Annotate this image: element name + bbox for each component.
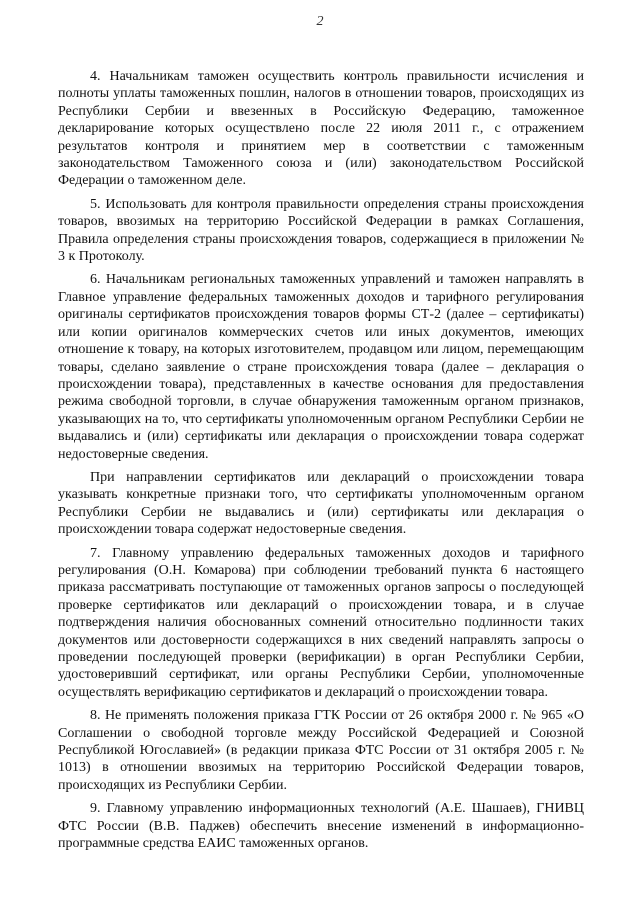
paragraph-item-4: 4. Начальникам таможен осуществить контроль правильности исчисления и полноты уплаты таможенных пошлин, налогов в отношении товаров, происходящих из Республики Сербии и ввезенных в Российскую Федерацию, таможенное декларирование которых осуществлено после 22 июля 2011 г., с отражением результатов контроля и принятием мер в соответствии с таможенным законодательством Таможенного союза и (или) законодательством Российской Федерации о таможенном деле. bbox=[58, 69, 584, 189]
paragraph-item-9: 9. Главному управлению информационных технологий (А.Е. Шашаев), ГНИВЦ ФТС России (В.В. Паджев) обеспечить внесение изменений в информационно-программные средства ЕАИС таможенных органов. bbox=[58, 801, 584, 852]
paragraph-item-8: 8. Не применять положения приказа ГТК России от 26 октября 2000 г. № 965 «О Соглашении о свободной торговле между Российской Федерацией и Союзной Республикой Югославией» (в редакции приказа ФТС России от 31 октября 2005 г. № 1013) в отношении ввозимых на территорию Российской Федерации товаров, происходящих из Республики Сербии. bbox=[58, 708, 584, 793]
paragraph-item-6-continued: При направлении сертификатов или деклараций о происхождении товара указывать конкретные признаки того, что сертификаты уполномоченным органом Республики Сербии не выдавались и (или) сертификаты или декларация о происхождении товара содержат недостоверные сведения. bbox=[58, 469, 584, 538]
paragraph-item-7: 7. Главному управлению федеральных таможенных доходов и тарифного регулирования (О.Н. Комарова) при соблюдении требований пункта 6 настоящего приказа рассматривать поступающие от таможенных органов запросы о последующей проверке сертификатов или деклараций о происхождении товара, и в случае подтверждения наличия обоснованных сомнений относительно подлинности таких документов или достоверности содержащихся в них сведений направлять запросы о проведении последующей проверки (верификации) в орган Республики Сербии, удостоверивший сертификат, или органы Республики Сербии, уполномоченные осуществлять верификацию сертификатов и деклараций о происхождении товара. bbox=[58, 545, 584, 700]
paragraph-item-6: 6. Начальникам региональных таможенных управлений и таможен направлять в Главное управление федеральных таможенных доходов и тарифного регулирования оригиналы сертификатов происхождения товаров формы СТ-2 (далее – сертификаты) или копии оригиналов коммерческих счетов или иных документов, имеющих отношение к товару, на которых изготовителем, продавцом или лицом, перемещающим товары, сделано заявление о стране происхождения товара (далее – декларация о происхождении товара), представленных в качестве основания для предоставления режима свободной торговли, в случае обнаружения таможенным органом признаков, указывающих на то, что сертификаты уполномоченным органом Республики Сербии не выдавались и (или) сертификаты или декларация о происхождении товара содержат недостоверные сведения. bbox=[58, 272, 584, 462]
document-body bbox=[58, 68, 584, 858]
page-number: 2 bbox=[316, 14, 324, 29]
paragraph-item-5: 5. Использовать для контроля правильности определения страны происхождения товаров, ввозимых на территорию Российской Федерации в рамках Соглашения, Правила определения страны происхождения товаров, содержащиеся в приложении № 3 к Протоколу. bbox=[58, 196, 584, 265]
